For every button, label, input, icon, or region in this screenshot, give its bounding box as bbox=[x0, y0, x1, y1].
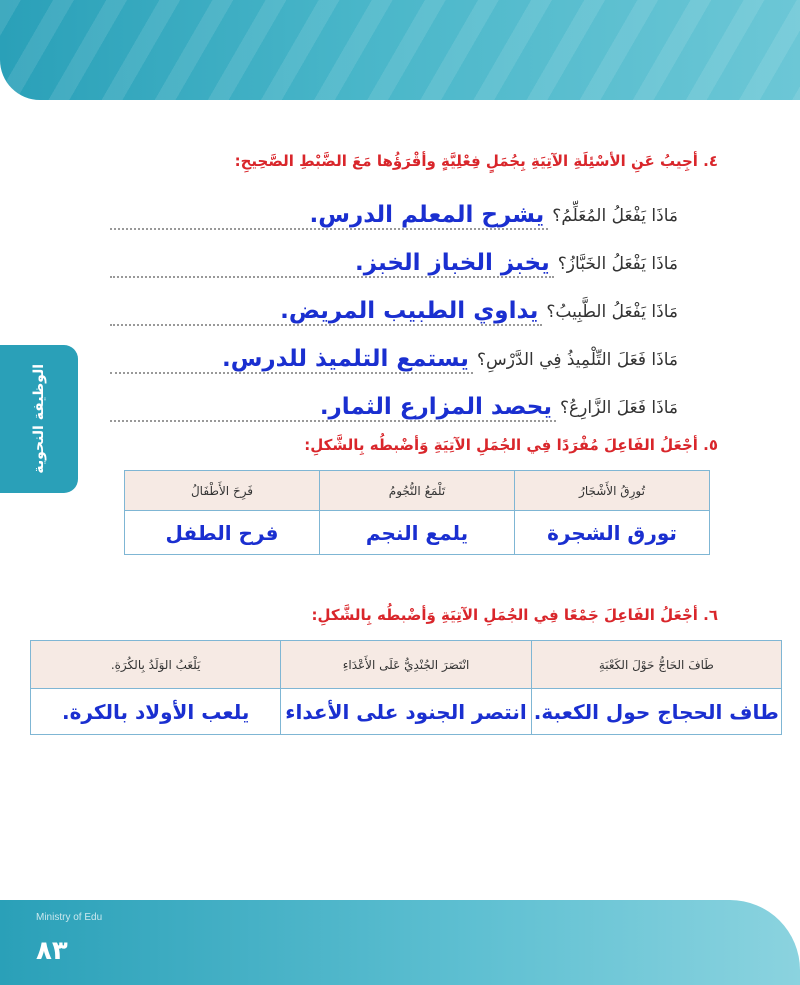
prompt-cell: يَلْعَبُ الوَلَدُ بِالكُرَةِ. bbox=[31, 641, 281, 689]
answer-cell[interactable]: يلعب الأولاد بالكرة. bbox=[31, 689, 281, 735]
answer-cell[interactable]: فرح الطفل bbox=[125, 511, 320, 555]
answer-text: يخبز الخباز الخبز. bbox=[354, 250, 550, 276]
question-text: مَاذَا يَفْعَلُ المُعَلِّمُ؟ bbox=[552, 206, 678, 226]
answer-text: يداوي الطبيب المريض. bbox=[280, 298, 539, 324]
answer-cell[interactable]: يلمع النجم bbox=[320, 511, 515, 555]
answer-line[interactable] bbox=[110, 338, 473, 374]
answer-text: يحصد المزارع الثمار. bbox=[319, 394, 553, 420]
publisher-watermark: Ministry of Edu bbox=[36, 912, 103, 923]
section5-table bbox=[124, 470, 710, 555]
question-text: مَاذَا فَعَلَ التِّلْمِيذُ فِي الدَّرْسِ؟ bbox=[476, 350, 678, 370]
answer-row bbox=[125, 511, 710, 555]
question-text: مَاذَا فَعَلَ الزَّارِعُ؟ bbox=[560, 398, 678, 418]
side-tab-label: الوظيفة النحوية bbox=[31, 364, 47, 474]
section4-heading: ٤. أجِيبُ عَنِ الأسْئِلَةِ الآتِيَةِ بِجُمَلٍ فِعْلِيَّةٍ وأقْرَؤُها مَعَ الضَّبْطِ الصَّحِيحِ: bbox=[234, 152, 718, 170]
page-number: ٨٣ bbox=[36, 936, 68, 966]
answer-text: يشرح المعلم الدرس. bbox=[309, 202, 545, 228]
answer-line[interactable] bbox=[110, 290, 542, 326]
answer-text: يستمع التلميذ للدرس. bbox=[221, 346, 469, 372]
prompt-cell: تُورِقُ الأَشْجَارُ bbox=[515, 471, 710, 511]
section6-table bbox=[30, 640, 782, 735]
answer-line[interactable] bbox=[110, 386, 556, 422]
prompt-cell: طَافَ الحَاجُّ حَوْلَ الكَعْبَةِ bbox=[531, 641, 781, 689]
answer-cell[interactable]: طاف الحجاج حول الكعبة. bbox=[531, 689, 781, 735]
question-row-3 bbox=[110, 286, 678, 326]
question-row-1 bbox=[110, 190, 678, 230]
question-row-5 bbox=[110, 382, 678, 422]
answer-cell[interactable]: تورق الشجرة bbox=[515, 511, 710, 555]
question-text: مَاذَا يَفْعَلُ الخَبَّازُ؟ bbox=[557, 254, 678, 274]
answer-row bbox=[31, 689, 782, 735]
section6-heading: ٦. أجْعَلُ الفَاعِلَ جَمْعًا فِي الجُمَلِ الآتِيَةِ وَأضْبطُه بِالشَّكلِ: bbox=[311, 606, 718, 624]
side-tab bbox=[0, 345, 78, 493]
header-band bbox=[0, 0, 800, 100]
prompt-row bbox=[125, 471, 710, 511]
section5-heading: ٥. أجْعَلُ الفَاعِلَ مُفْرَدًا فِي الجُمَلِ الآتِيَةِ وَأضْبطُه بِالشَّكلِ: bbox=[304, 436, 718, 454]
answer-line[interactable] bbox=[110, 242, 554, 278]
prompt-cell: انْتَصَرَ الجُنْدِيُّ عَلَى الأَعْدَاءِ bbox=[281, 641, 531, 689]
footer-band bbox=[0, 900, 800, 985]
question-row-4 bbox=[110, 334, 678, 374]
question-text: مَاذَا يَفْعَلُ الطَّبِيبُ؟ bbox=[546, 302, 678, 322]
answer-cell[interactable]: انتصر الجنود على الأعداء bbox=[281, 689, 531, 735]
prompt-row bbox=[31, 641, 782, 689]
prompt-cell: فَرِحَ الأَطْفَالُ bbox=[125, 471, 320, 511]
prompt-cell: تَلْمَعُ النُّجُومُ bbox=[320, 471, 515, 511]
answer-line[interactable] bbox=[110, 194, 548, 230]
question-row-2 bbox=[110, 238, 678, 278]
